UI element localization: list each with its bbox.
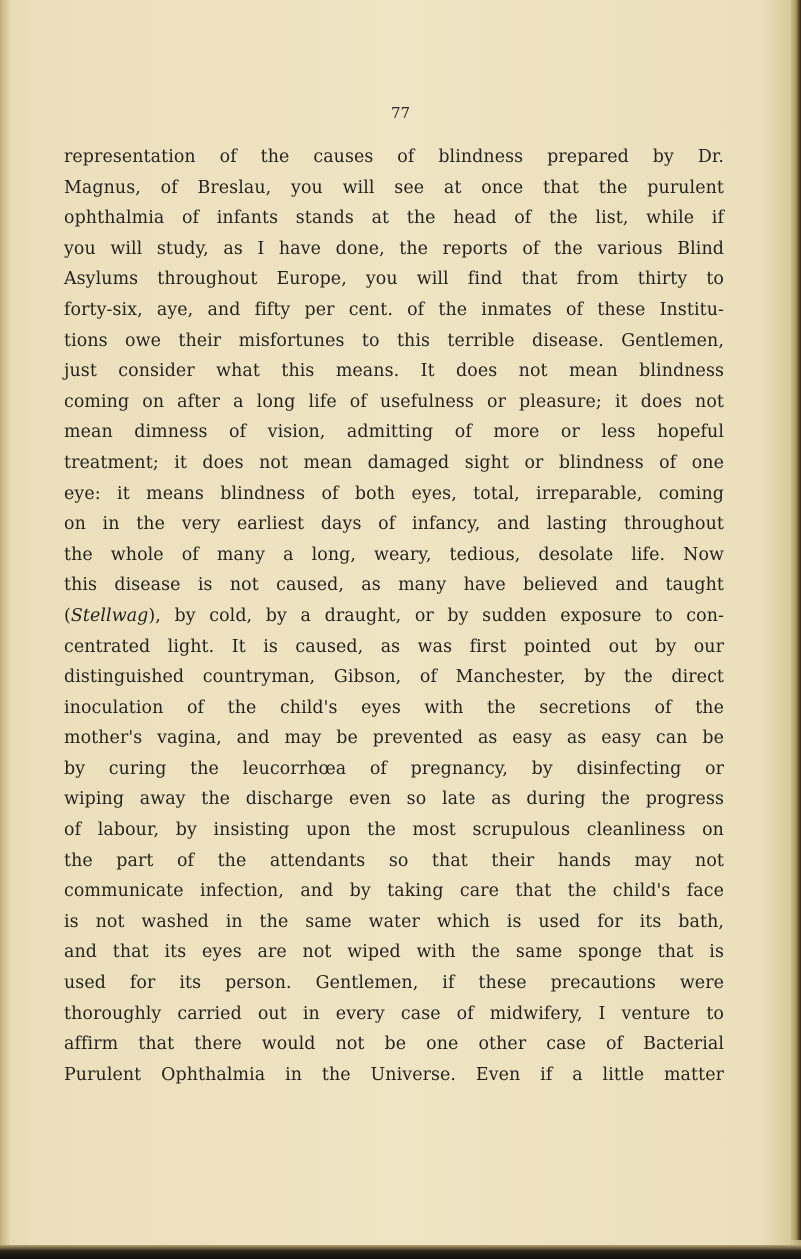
text-line: communicate infection, and by taking care that the child's face <box>64 881 724 902</box>
text-line: treatment; it does not mean damaged sight or blindness of one <box>64 452 724 473</box>
text-line: the whole of many a long, weary, tedious, desolate life. Now <box>64 544 724 565</box>
text-line: of labour, by insisting upon the most scrupulous cleanliness on <box>64 820 724 841</box>
text-line: used for its person. Gentlemen, if these precautions were <box>64 973 724 994</box>
text-line: inoculation of the child's eyes with the secretions of the <box>64 697 724 718</box>
text-line: this disease is not caused, as many have believed and taught <box>64 575 724 596</box>
italic-citation: Stellwag <box>70 605 149 626</box>
text-line: ophthalmia of infants stands at the head of the list, while if <box>64 208 724 229</box>
text-line: Magnus, of Breslau, you will see at once that the purulent <box>64 177 724 198</box>
text-line: (Stellwag), by cold, by a draught, or by sudden exposure to con- <box>64 605 724 626</box>
body-text <box>64 142 724 1090</box>
text-line: distinguished countryman, Gibson, of Manchester, by the direct <box>64 667 724 688</box>
text-line: the part of the attendants so that their hands may not <box>64 850 724 871</box>
text-line: forty-six, aye, and fifty per cent. of the inmates of these Institu- <box>64 299 724 320</box>
text-line: mother's vagina, and may be prevented as easy as easy can be <box>64 728 724 749</box>
text-line: is not washed in the same water which is used for its bath, <box>64 911 724 932</box>
text-line: on in the very earliest days of infancy, and lasting throughout <box>64 514 724 535</box>
text-line: and that its eyes are not wiped with the same sponge that is <box>64 942 724 963</box>
text-line: Asylums throughout Europe, you will find that from thirty to <box>64 269 724 290</box>
page-number: 77 <box>390 104 411 122</box>
text-line: just consider what this means. It does not mean blindness <box>64 361 724 382</box>
text-line: thoroughly carried out in every case of midwifery, I venture to <box>64 1003 724 1024</box>
text-line: coming on after a long life of usefulness or pleasure; it does not <box>64 391 724 412</box>
page-edge-shadow <box>791 0 801 1240</box>
text-line: eye: it means blindness of both eyes, total, irreparable, coming <box>64 483 724 504</box>
text-line: by curing the leucorrhœa of pregnancy, by disinfecting or <box>64 758 724 779</box>
page-bottom-edge <box>0 1245 801 1259</box>
text-line: Purulent Ophthalmia in the Universe. Even if a little matter <box>64 1064 724 1085</box>
text-line: wiping away the discharge even so late as during the progress <box>64 789 724 810</box>
text-line: representation of the causes of blindness prepared by Dr. <box>64 147 724 167</box>
text-line: you will study, as I have done, the reports of the various Blind <box>64 238 724 259</box>
text-line: centrated light. It is caused, as was first pointed out by our <box>64 636 724 657</box>
text-line: mean dimness of vision, admitting of more or less hopeful <box>64 422 724 443</box>
text-line: tions owe their misfortunes to this terrible disease. Gentlemen, <box>64 330 724 351</box>
text-line: affirm that there would not be one other case of Bacterial <box>64 1034 724 1055</box>
page-binding-shadow <box>0 0 10 1259</box>
